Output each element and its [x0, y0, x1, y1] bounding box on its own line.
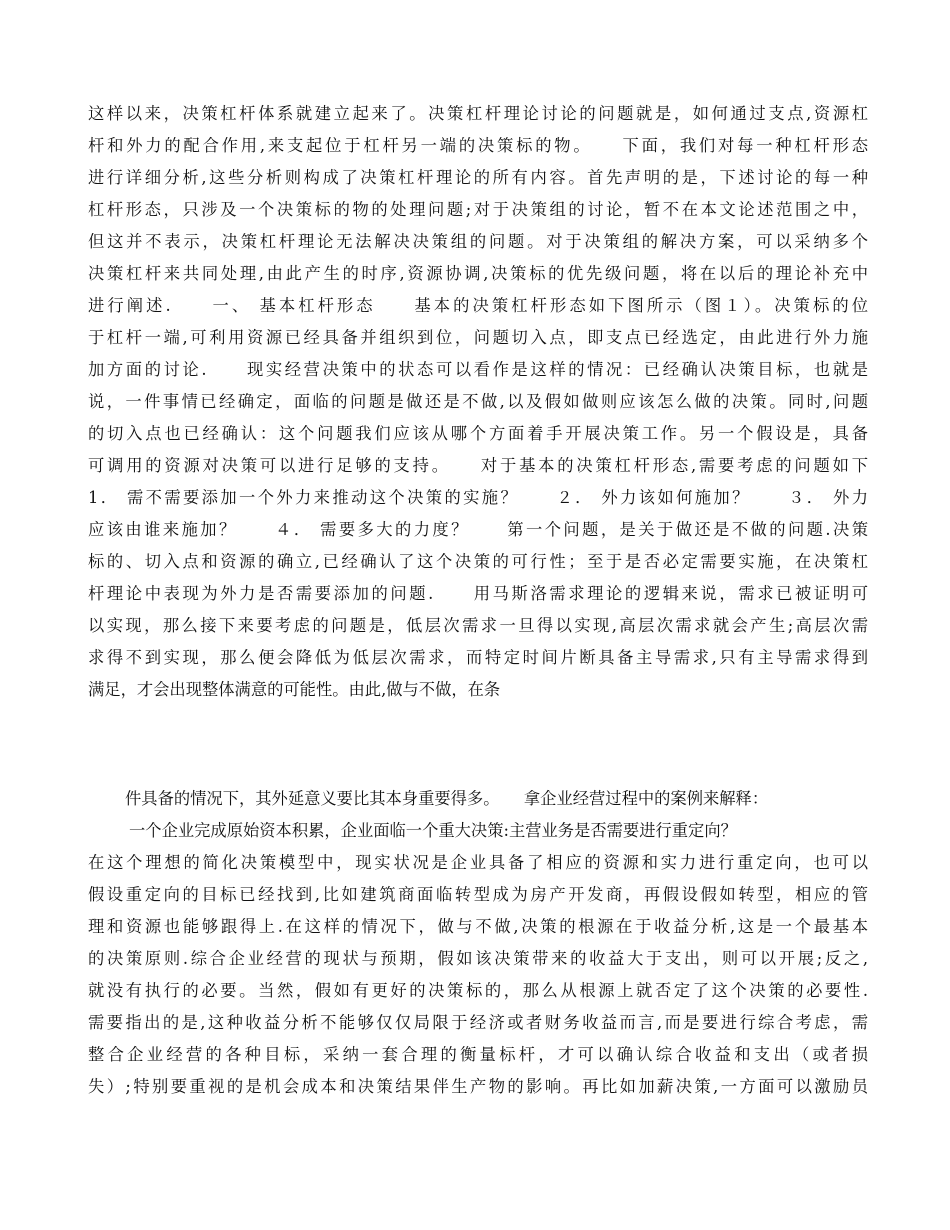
text-line: 在这个理想的简化决策模型中，现实状况是企业具备了相应的资源和实力进行重定向，也可以 [88, 853, 868, 872]
text-line: 可调用的资源对决策可以进行足够的支持。 对于基本的决策杠杆形态,需要考虑的问题如下 [88, 456, 868, 475]
text-line: 于杠杆一端,可利用资源已经具备并组织到位，问题切入点，即支点已经选定，由此进行外力施 [88, 328, 868, 347]
text-line: 但这并不表示，决策杠杆理论无法解决决策组的问题。对于决策组的解决方案，可以采纳多个 [88, 232, 868, 251]
text-line: 满足，才会出现整体满意的可能性。由此,做与不做，在条 [88, 680, 501, 699]
text-line: 假设重定向的目标已经找到,比如建筑商面临转型成为房产开发商，再假设假如转型，相应的管 [88, 885, 868, 904]
text-line: 就没有执行的必要。当然，假如有更好的决策标的，那么从根源上就否定了这个决策的必要性. [88, 981, 868, 1000]
text-line: 这样以来，决策杠杆体系就建立起来了。决策杠杆理论讨论的问题就是，如何通过支点,资源杠 [88, 104, 868, 123]
text-line: 决策杠杆来共同处理,由此产生的时序,资源协调,决策标的优先级问题，将在以后的理论补充中 [88, 264, 868, 283]
text-line: 标的、切入点和资源的确立,已经确认了这个决策的可行性；至于是否必定需要实施，在决策杠 [88, 552, 868, 571]
text-line: 以实现，那么接下来要考虑的问题是，低层次需求一旦得以实现,高层次需求就会产生;高层次需 [88, 616, 868, 635]
paragraph-2 [88, 783, 868, 1103]
text-line: 一个企业完成原始资本积累，企业面临一个重大决策:主营业务是否需要进行重定向？ [129, 821, 737, 840]
text-line: 理和资源也能够跟得上.在这样的情况下，做与不做,决策的根源在于收益分析,这是一个最基本 [88, 917, 868, 936]
text-line: 进行详细分析,这些分析则构成了决策杠杆理论的所有内容。首先声明的是，下述讨论的每一种 [88, 168, 868, 187]
text-line: 失）;特别要重视的是机会成本和决策结果伴生产物的影响。再比如加薪决策,一方面可以激励员 [88, 1077, 868, 1096]
text-line: 1． 需不需要添加一个外力来推动这个决策的实施？ ２． 外力该如何施加？ ３． 外力 [88, 488, 868, 507]
text-line: 进行阐述. 一、 基本杠杆形态 基本的决策杠杆形态如下图所示（图１）。决策标的位 [88, 296, 868, 315]
text-line: 需要指出的是,这种收益分析不能够仅仅局限于经济或者财务收益而言,而是要进行综合考虑，需 [88, 1013, 868, 1032]
text-line: 的决策原则.综合企业经营的现状与预期，假如该决策带来的收益大于支出，则可以开展;反之, [88, 949, 868, 968]
text-line: 杆和外力的配合作用,来支起位于杠杆另一端的决策标的物。 下面，我们对每一种杠杆形态 [88, 136, 868, 155]
text-line: 求得不到实现，那么便会降低为低层次需求，而特定时间片断具备主导需求,只有主导需求得到 [88, 648, 868, 667]
text-line: 的切入点也已经确认：这个问题我们应该从哪个方面着手开展决策工作。另一个假设是，具备 [88, 424, 868, 443]
text-line: 加方面的讨论. 现实经营决策中的状态可以看作是这样的情况：已经确认决策目标，也就是 [88, 360, 868, 379]
text-line: 整合企业经营的各种目标，采纳一套合理的衡量标杆，才可以确认综合收益和支出（或者损 [88, 1045, 868, 1064]
text-line: 杆理论中表现为外力是否需要添加的问题. 用马斯洛需求理论的逻辑来说，需求已被证明可 [88, 584, 868, 603]
text-line: 件具备的情况下，其外延意义要比其本身重要得多。 拿企业经营过程中的案例来解释： [125, 789, 769, 808]
text-line: 应该由谁来施加？ ４． 需要多大的力度？ 第一个问题，是关于做还是不做的问题.决策 [88, 520, 868, 539]
paragraph-1 [88, 98, 868, 706]
text-line: 说，一件事情已经确定，面临的问题是做还是不做,以及假如做则应该怎么做的决策。同时,问题 [88, 392, 868, 411]
text-line: 杠杆形态，只涉及一个决策标的物的处理问题;对于决策组的讨论，暂不在本文论述范围之中， [88, 200, 868, 219]
